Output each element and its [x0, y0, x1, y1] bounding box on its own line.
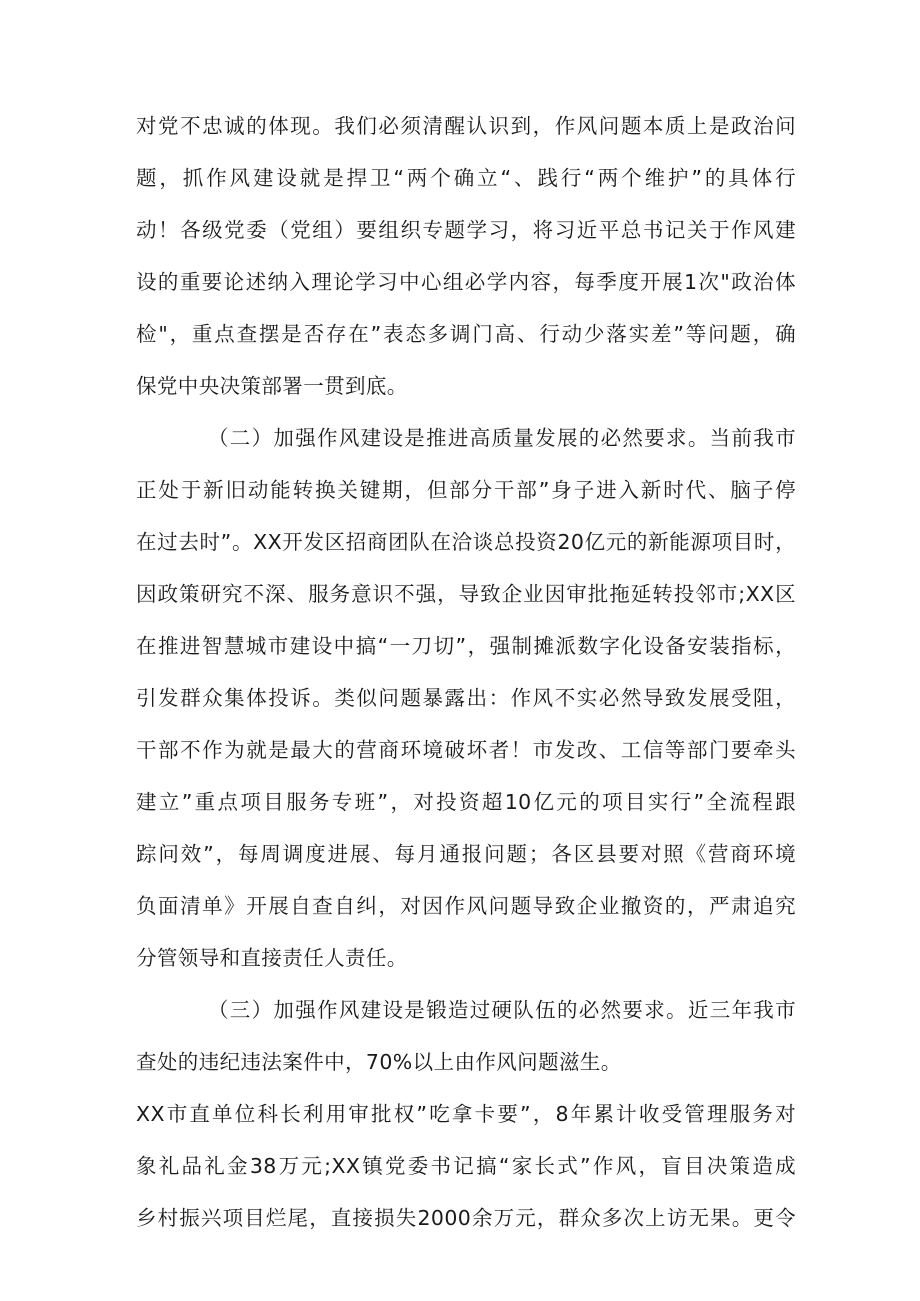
text-line-22: 乡村振兴项目烂尾，直接损失2000余万元，群众多次上访无果。更令 [136, 1206, 796, 1230]
text-line-4: 设的重要论述纳入理论学习中心组必学内容，每季度开展1次"政治体 [136, 270, 796, 294]
text-line-17: 分管领导和直接责任人责任。 [136, 946, 408, 970]
text-line-19: 查处的违纪违法案件中，70%以上由作风问题滋生。 [136, 1050, 622, 1074]
text-line-8: 正处于新旧动能转换关键期，但部分干部”身子进入新时代、脑子停 [136, 478, 796, 502]
text-line-9: 在过去时”。XX开发区招商团队在洽谈总投资20亿元的新能源项目时， [136, 530, 796, 554]
text-line-3: 动！各级党委（党组）要组织专题学习，将习近平总书记关于作风建 [136, 218, 796, 242]
text-line-2: 题，抓作风建设就是捍卫“两个确立“、践行“两个维护”的具体行 [136, 166, 796, 190]
paragraph-3-first-line: （三）加强作风建设是锻造过硬队伍的必然要求。近三年我市 [208, 998, 796, 1022]
text-line-6: 保党中央决策部署一贯到底。 [136, 374, 408, 398]
text-line-14: 建立”重点项目服务专班”，对投资超10亿元的项目实行”全流程跟 [136, 790, 796, 814]
text-line-15: 踪问效”，每周调度进展、每月通报问题；各区县要对照《营商环境 [136, 842, 796, 866]
text-line-10: 因政策研究不深、服务意识不强，导致企业因审批拖延转投邻市;XX区 [136, 582, 796, 606]
text-line-16: 负面清单》开展自查自纠，对因作风问题导致企业撤资的，严肃追究 [136, 894, 796, 918]
text-line-20: XX市直单位科长利用审批权”吃拿卡要”，8年累计收受管理服务对 [136, 1102, 796, 1126]
text-line-1: 对党不忠诚的体现。我们必须清醒认识到，作风问题本质上是政治问 [136, 114, 796, 138]
text-line-12: 引发群众集体投诉。类似问题暴露出：作风不实必然导致发展受阻， [136, 686, 796, 710]
text-line-11: 在推进智慧城市建设中搞“一刀切”，强制摊派数字化设备安装指标， [136, 634, 796, 658]
text-line-5: 检"，重点查摆是否存在”表态多调门高、行动少落实差”等问题，确 [136, 322, 796, 346]
text-line-13: 干部不作为就是最大的营商环境破坏者！市发改、工信等部门要牵头 [136, 738, 796, 762]
paragraph-2-first-line: （二）加强作风建设是推进高质量发展的必然要求。当前我市 [208, 426, 796, 450]
text-line-21: 象礼品礼金38万元;XX镇党委书记搞“家长式”作风，盲目决策造成 [136, 1154, 796, 1178]
